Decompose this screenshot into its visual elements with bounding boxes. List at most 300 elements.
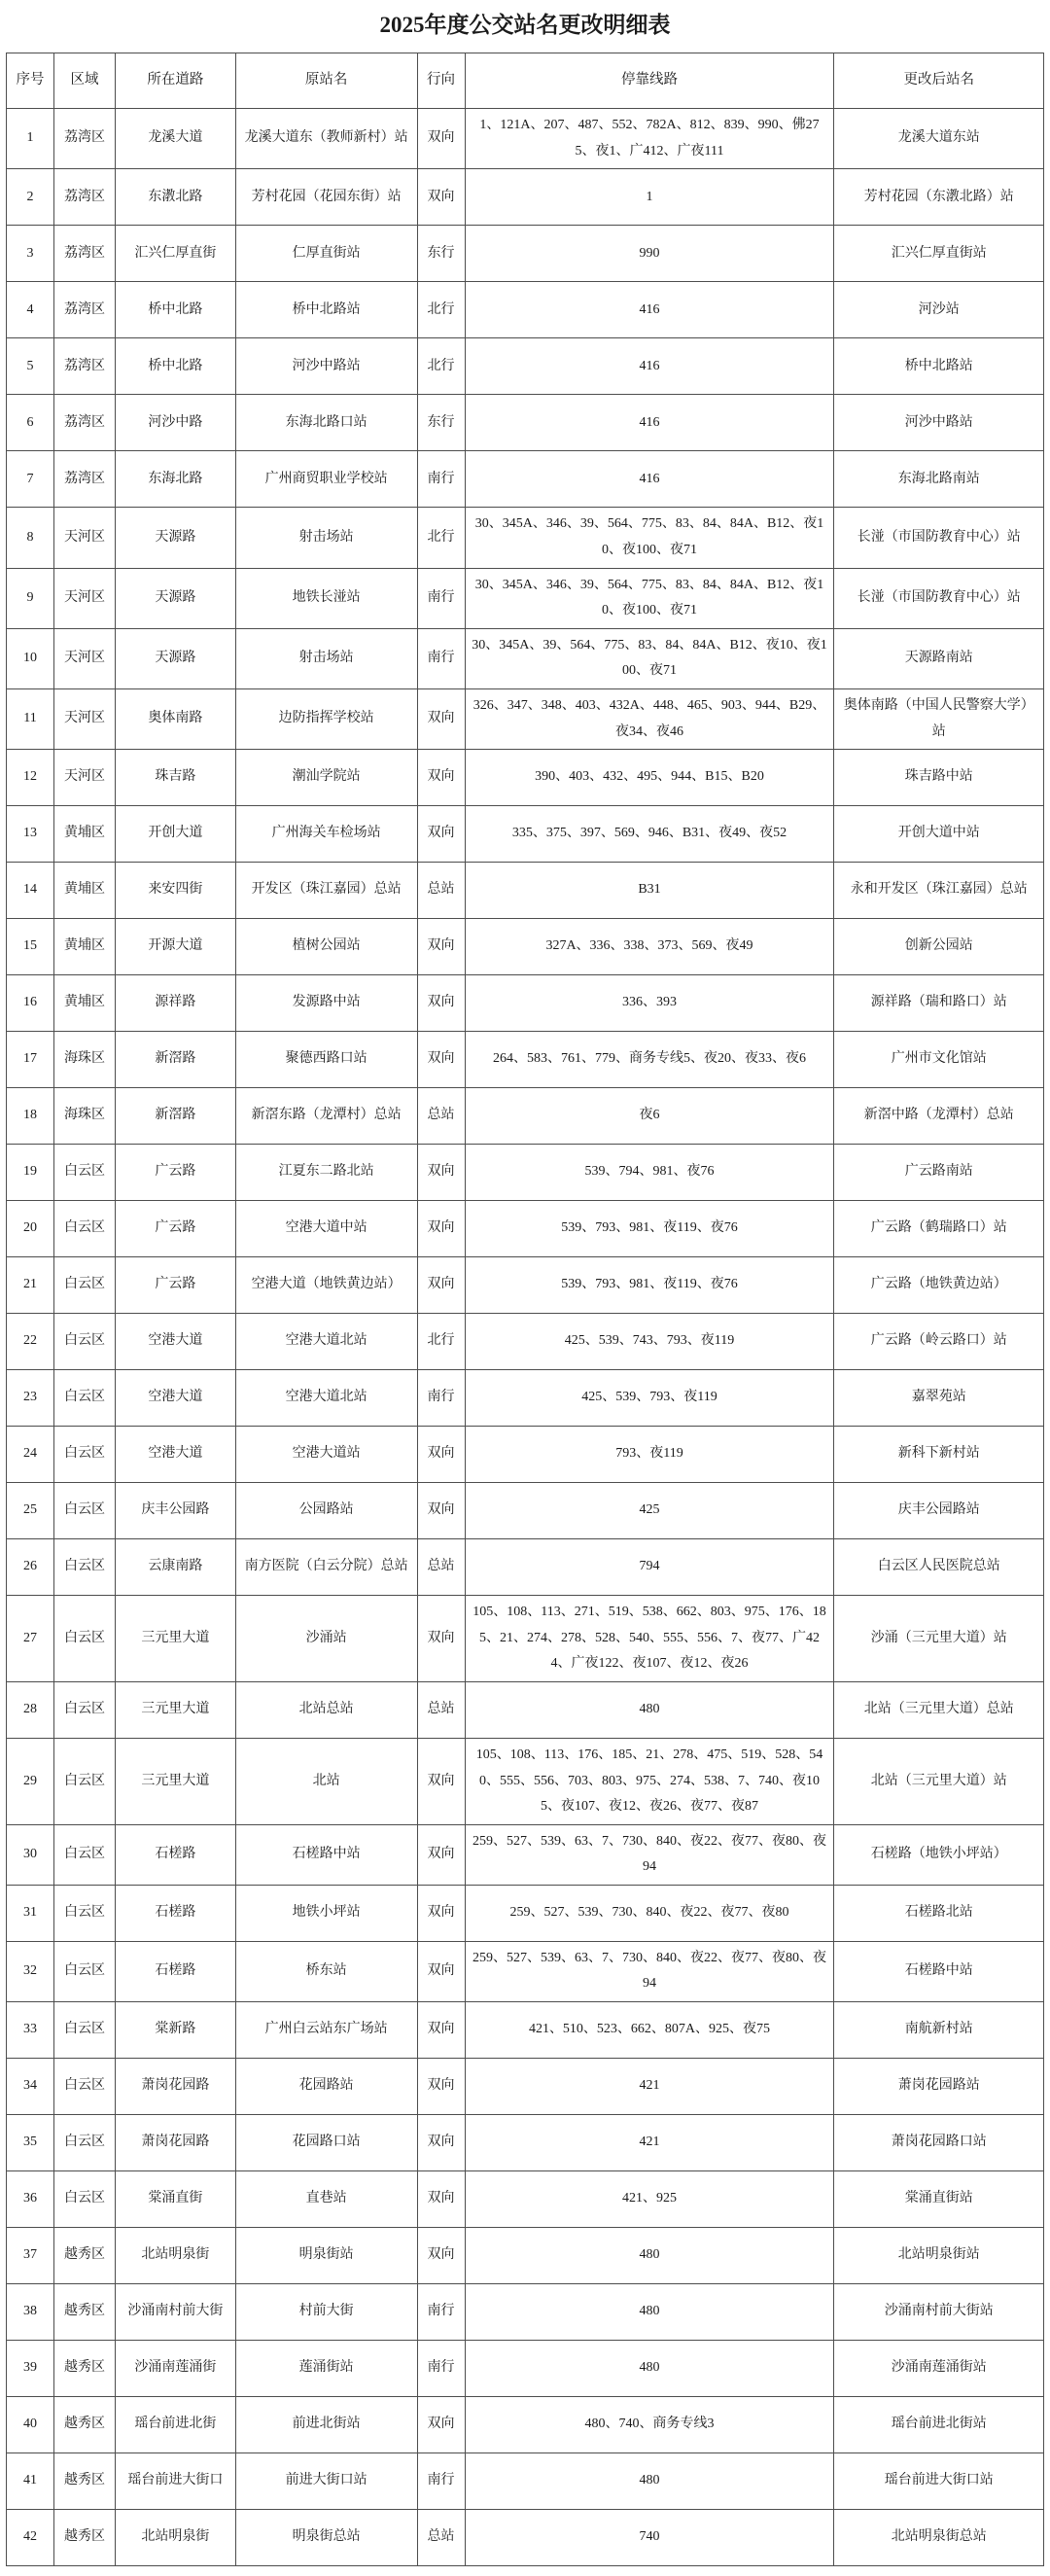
cell-district: 荔湾区 xyxy=(54,451,116,508)
cell-old-name: 桥中北路站 xyxy=(235,282,417,338)
cell-district: 白云区 xyxy=(54,1483,116,1539)
cell-direction: 双向 xyxy=(417,2115,465,2171)
cell-direction: 双向 xyxy=(417,1032,465,1088)
cell-serial: 42 xyxy=(7,2510,54,2566)
cell-routes: 480 xyxy=(465,2284,834,2341)
cell-old-name: 花园路口站 xyxy=(235,2115,417,2171)
cell-routes: 990 xyxy=(465,226,834,282)
cell-direction: 南行 xyxy=(417,2453,465,2510)
cell-new-name: 石槎路（地铁小坪站） xyxy=(834,1824,1044,1885)
table-row xyxy=(7,2510,1044,2566)
cell-road: 广云路 xyxy=(116,1145,236,1201)
table-row xyxy=(7,1314,1044,1370)
cell-new-name: 河沙站 xyxy=(834,282,1044,338)
cell-routes: 335、375、397、569、946、B31、夜49、夜52 xyxy=(465,806,834,863)
cell-district: 黄埔区 xyxy=(54,919,116,975)
cell-district: 越秀区 xyxy=(54,2510,116,2566)
cell-old-name: 龙溪大道东（教师新村）站 xyxy=(235,109,417,169)
cell-routes: 1、121A、207、487、552、782A、812、839、990、佛275、夜1、广412、广夜111 xyxy=(465,109,834,169)
cell-direction: 双向 xyxy=(417,1596,465,1682)
cell-new-name: 沙涌（三元里大道）站 xyxy=(834,1596,1044,1682)
table-row xyxy=(7,451,1044,508)
cell-serial: 16 xyxy=(7,975,54,1032)
cell-old-name: 花园路站 xyxy=(235,2059,417,2115)
cell-serial: 8 xyxy=(7,508,54,568)
cell-road: 开创大道 xyxy=(116,806,236,863)
cell-routes: 336、393 xyxy=(465,975,834,1032)
cell-district: 白云区 xyxy=(54,1370,116,1427)
cell-direction: 双向 xyxy=(417,1201,465,1257)
cell-serial: 7 xyxy=(7,451,54,508)
cell-new-name: 南航新村站 xyxy=(834,2002,1044,2059)
cell-district: 越秀区 xyxy=(54,2341,116,2397)
cell-new-name: 汇兴仁厚直街站 xyxy=(834,226,1044,282)
table-row xyxy=(7,2171,1044,2228)
cell-district: 天河区 xyxy=(54,750,116,806)
cell-routes: 416 xyxy=(465,282,834,338)
cell-routes: 480 xyxy=(465,2453,834,2510)
cell-old-name: 东海北路口站 xyxy=(235,395,417,451)
cell-serial: 27 xyxy=(7,1596,54,1682)
cell-road: 东海北路 xyxy=(116,451,236,508)
cell-new-name: 石槎路北站 xyxy=(834,1885,1044,1941)
table-row xyxy=(7,508,1044,568)
cell-routes: 259、527、539、63、7、730、840、夜22、夜77、夜80、夜94 xyxy=(465,1941,834,2001)
cell-new-name: 新滘中路（龙潭村）总站 xyxy=(834,1088,1044,1145)
cell-direction: 双向 xyxy=(417,1257,465,1314)
table-row xyxy=(7,2397,1044,2453)
table-body xyxy=(7,109,1044,2566)
cell-routes: 421、925 xyxy=(465,2171,834,2228)
table-row xyxy=(7,1539,1044,1596)
cell-serial: 28 xyxy=(7,1681,54,1738)
cell-serial: 40 xyxy=(7,2397,54,2453)
cell-old-name: 植树公园站 xyxy=(235,919,417,975)
cell-old-name: 明泉街站 xyxy=(235,2228,417,2284)
cell-serial: 9 xyxy=(7,568,54,628)
cell-district: 海珠区 xyxy=(54,1088,116,1145)
table-row xyxy=(7,338,1044,395)
table-row xyxy=(7,226,1044,282)
cell-new-name: 河沙中路站 xyxy=(834,395,1044,451)
table-row xyxy=(7,919,1044,975)
cell-serial: 31 xyxy=(7,1885,54,1941)
cell-road: 新滘路 xyxy=(116,1032,236,1088)
cell-old-name: 公园路站 xyxy=(235,1483,417,1539)
cell-direction: 总站 xyxy=(417,1088,465,1145)
cell-old-name: 广州商贸职业学校站 xyxy=(235,451,417,508)
cell-direction: 北行 xyxy=(417,338,465,395)
cell-routes: 259、527、539、730、840、夜22、夜77、夜80 xyxy=(465,1885,834,1941)
cell-direction: 双向 xyxy=(417,688,465,749)
cell-routes: 326、347、348、403、432A、448、465、903、944、B29、夜34、夜46 xyxy=(465,688,834,749)
table-row xyxy=(7,628,1044,688)
col-header-serial: 序号 xyxy=(7,53,54,109)
cell-direction: 双向 xyxy=(417,169,465,226)
cell-district: 白云区 xyxy=(54,1427,116,1483)
cell-serial: 41 xyxy=(7,2453,54,2510)
cell-serial: 22 xyxy=(7,1314,54,1370)
cell-district: 白云区 xyxy=(54,1145,116,1201)
cell-new-name: 沙涌南莲涌街站 xyxy=(834,2341,1044,2397)
cell-new-name: 广云路（岭云路口）站 xyxy=(834,1314,1044,1370)
cell-district: 海珠区 xyxy=(54,1032,116,1088)
cell-serial: 11 xyxy=(7,688,54,749)
cell-road: 瑶台前进北街 xyxy=(116,2397,236,2453)
cell-direction: 双向 xyxy=(417,806,465,863)
cell-new-name: 永和开发区（珠江嘉园）总站 xyxy=(834,863,1044,919)
table-row xyxy=(7,975,1044,1032)
cell-routes: 259、527、539、63、7、730、840、夜22、夜77、夜80、夜94 xyxy=(465,1824,834,1885)
table-row xyxy=(7,1941,1044,2001)
cell-new-name: 萧岗花园路站 xyxy=(834,2059,1044,2115)
cell-district: 白云区 xyxy=(54,1596,116,1682)
cell-road: 珠吉路 xyxy=(116,750,236,806)
cell-district: 白云区 xyxy=(54,1314,116,1370)
cell-direction: 总站 xyxy=(417,863,465,919)
cell-serial: 1 xyxy=(7,109,54,169)
cell-old-name: 桥东站 xyxy=(235,1941,417,2001)
cell-road: 源祥路 xyxy=(116,975,236,1032)
cell-district: 越秀区 xyxy=(54,2228,116,2284)
cell-direction: 北行 xyxy=(417,508,465,568)
cell-routes: 105、108、113、271、519、538、662、803、975、176、185、21、274、278、528、540、555、556、7、夜77、广424、广夜122、夜107、夜12、夜26 xyxy=(465,1596,834,1682)
cell-district: 黄埔区 xyxy=(54,975,116,1032)
cell-routes: 539、794、981、夜76 xyxy=(465,1145,834,1201)
cell-road: 石槎路 xyxy=(116,1885,236,1941)
cell-road: 沙涌南莲涌街 xyxy=(116,2341,236,2397)
cell-direction: 东行 xyxy=(417,226,465,282)
cell-district: 荔湾区 xyxy=(54,282,116,338)
cell-routes: 416 xyxy=(465,338,834,395)
col-header-routes: 停靠线路 xyxy=(465,53,834,109)
cell-district: 荔湾区 xyxy=(54,109,116,169)
cell-routes: 30、345A、346、39、564、775、83、84、84A、B12、夜10、夜100、夜71 xyxy=(465,508,834,568)
cell-district: 白云区 xyxy=(54,2059,116,2115)
cell-district: 荔湾区 xyxy=(54,338,116,395)
cell-district: 越秀区 xyxy=(54,2284,116,2341)
cell-old-name: 地铁长湴站 xyxy=(235,568,417,628)
cell-serial: 21 xyxy=(7,1257,54,1314)
cell-direction: 双向 xyxy=(417,2228,465,2284)
cell-direction: 北行 xyxy=(417,1314,465,1370)
cell-road: 天源路 xyxy=(116,568,236,628)
cell-serial: 3 xyxy=(7,226,54,282)
cell-old-name: 空港大道北站 xyxy=(235,1370,417,1427)
cell-direction: 南行 xyxy=(417,451,465,508)
table-row xyxy=(7,750,1044,806)
table-row xyxy=(7,1427,1044,1483)
cell-direction: 北行 xyxy=(417,282,465,338)
cell-old-name: 石槎路中站 xyxy=(235,1824,417,1885)
cell-routes: 425 xyxy=(465,1483,834,1539)
cell-direction: 双向 xyxy=(417,1941,465,2001)
cell-new-name: 北站明泉街站 xyxy=(834,2228,1044,2284)
cell-district: 越秀区 xyxy=(54,2453,116,2510)
cell-direction: 双向 xyxy=(417,1483,465,1539)
cell-new-name: 瑶台前进大街口站 xyxy=(834,2453,1044,2510)
cell-road: 广云路 xyxy=(116,1201,236,1257)
cell-road: 奥体南路 xyxy=(116,688,236,749)
cell-old-name: 空港大道北站 xyxy=(235,1314,417,1370)
col-header-road: 所在道路 xyxy=(116,53,236,109)
cell-old-name: 村前大街 xyxy=(235,2284,417,2341)
cell-road: 空港大道 xyxy=(116,1314,236,1370)
cell-routes: 390、403、432、495、944、B15、B20 xyxy=(465,750,834,806)
cell-road: 萧岗花园路 xyxy=(116,2115,236,2171)
station-rename-table xyxy=(6,53,1044,2566)
cell-road: 石槎路 xyxy=(116,1941,236,2001)
cell-district: 天河区 xyxy=(54,508,116,568)
table-row xyxy=(7,1681,1044,1738)
cell-old-name: 射击场站 xyxy=(235,628,417,688)
cell-road: 庆丰公园路 xyxy=(116,1483,236,1539)
cell-serial: 5 xyxy=(7,338,54,395)
cell-routes: 425、539、793、夜119 xyxy=(465,1370,834,1427)
cell-district: 越秀区 xyxy=(54,2397,116,2453)
col-header-district: 区域 xyxy=(54,53,116,109)
cell-serial: 37 xyxy=(7,2228,54,2284)
table-row xyxy=(7,1483,1044,1539)
cell-new-name: 广云路（地铁黄边站） xyxy=(834,1257,1044,1314)
cell-road: 瑶台前进大街口 xyxy=(116,2453,236,2510)
cell-direction: 双向 xyxy=(417,2002,465,2059)
table-row xyxy=(7,282,1044,338)
cell-direction: 双向 xyxy=(417,1427,465,1483)
cell-old-name: 空港大道中站 xyxy=(235,1201,417,1257)
cell-new-name: 瑶台前进北街站 xyxy=(834,2397,1044,2453)
cell-serial: 2 xyxy=(7,169,54,226)
cell-serial: 35 xyxy=(7,2115,54,2171)
cell-routes: 416 xyxy=(465,395,834,451)
table-row xyxy=(7,2228,1044,2284)
cell-new-name: 广州市文化馆站 xyxy=(834,1032,1044,1088)
cell-old-name: 莲涌街站 xyxy=(235,2341,417,2397)
cell-district: 白云区 xyxy=(54,1681,116,1738)
cell-direction: 南行 xyxy=(417,2284,465,2341)
cell-district: 白云区 xyxy=(54,1885,116,1941)
cell-old-name: 潮汕学院站 xyxy=(235,750,417,806)
cell-road: 石槎路 xyxy=(116,1824,236,1885)
col-header-old-name: 原站名 xyxy=(235,53,417,109)
cell-old-name: 空港大道（地铁黄边站） xyxy=(235,1257,417,1314)
cell-direction: 南行 xyxy=(417,1370,465,1427)
cell-district: 天河区 xyxy=(54,568,116,628)
cell-new-name: 创新公园站 xyxy=(834,919,1044,975)
cell-routes: 421 xyxy=(465,2115,834,2171)
cell-district: 白云区 xyxy=(54,2171,116,2228)
cell-routes: B31 xyxy=(465,863,834,919)
cell-routes: 105、108、113、176、185、21、278、475、519、528、540、555、556、703、803、975、274、538、7、740、夜105、夜107、夜12、夜26、夜77、夜87 xyxy=(465,1738,834,1824)
cell-direction: 总站 xyxy=(417,2510,465,2566)
table-row xyxy=(7,1145,1044,1201)
cell-road: 天源路 xyxy=(116,628,236,688)
cell-new-name: 白云区人民医院总站 xyxy=(834,1539,1044,1596)
cell-road: 棠新路 xyxy=(116,2002,236,2059)
cell-routes: 1 xyxy=(465,169,834,226)
cell-old-name: 聚德西路口站 xyxy=(235,1032,417,1088)
cell-district: 荔湾区 xyxy=(54,226,116,282)
cell-routes: 539、793、981、夜119、夜76 xyxy=(465,1201,834,1257)
cell-district: 白云区 xyxy=(54,2002,116,2059)
cell-direction: 双向 xyxy=(417,1738,465,1824)
cell-routes: 30、345A、39、564、775、83、84、84A、B12、夜10、夜100、夜71 xyxy=(465,628,834,688)
cell-old-name: 广州白云站东广场站 xyxy=(235,2002,417,2059)
cell-routes: 30、345A、346、39、564、775、83、84、84A、B12、夜10、夜100、夜71 xyxy=(465,568,834,628)
cell-serial: 36 xyxy=(7,2171,54,2228)
cell-old-name: 发源路中站 xyxy=(235,975,417,1032)
cell-direction: 双向 xyxy=(417,109,465,169)
cell-direction: 双向 xyxy=(417,1885,465,1941)
table-header-row xyxy=(7,53,1044,109)
cell-serial: 15 xyxy=(7,919,54,975)
cell-direction: 双向 xyxy=(417,2397,465,2453)
table-row xyxy=(7,2341,1044,2397)
cell-serial: 25 xyxy=(7,1483,54,1539)
cell-serial: 39 xyxy=(7,2341,54,2397)
cell-new-name: 东海北路南站 xyxy=(834,451,1044,508)
cell-serial: 30 xyxy=(7,1824,54,1885)
cell-road: 桥中北路 xyxy=(116,282,236,338)
cell-direction: 双向 xyxy=(417,2059,465,2115)
cell-serial: 24 xyxy=(7,1427,54,1483)
cell-new-name: 桥中北路站 xyxy=(834,338,1044,395)
cell-routes: 480 xyxy=(465,1681,834,1738)
cell-serial: 33 xyxy=(7,2002,54,2059)
table-row xyxy=(7,863,1044,919)
cell-routes: 421、510、523、662、807A、925、夜75 xyxy=(465,2002,834,2059)
cell-old-name: 河沙中路站 xyxy=(235,338,417,395)
cell-road: 天源路 xyxy=(116,508,236,568)
table-row xyxy=(7,1738,1044,1824)
cell-road: 汇兴仁厚直街 xyxy=(116,226,236,282)
cell-old-name: 广州海关车检场站 xyxy=(235,806,417,863)
table-row xyxy=(7,1032,1044,1088)
cell-road: 桥中北路 xyxy=(116,338,236,395)
cell-serial: 38 xyxy=(7,2284,54,2341)
cell-routes: 327A、336、338、373、569、夜49 xyxy=(465,919,834,975)
cell-new-name: 广云路南站 xyxy=(834,1145,1044,1201)
table-row xyxy=(7,2059,1044,2115)
cell-road: 空港大道 xyxy=(116,1370,236,1427)
cell-new-name: 庆丰公园路站 xyxy=(834,1483,1044,1539)
cell-old-name: 前进北街站 xyxy=(235,2397,417,2453)
cell-direction: 双向 xyxy=(417,919,465,975)
table-row xyxy=(7,1370,1044,1427)
cell-district: 白云区 xyxy=(54,1824,116,1885)
cell-serial: 23 xyxy=(7,1370,54,1427)
cell-direction: 南行 xyxy=(417,2341,465,2397)
table-row xyxy=(7,2002,1044,2059)
cell-new-name: 北站（三元里大道）总站 xyxy=(834,1681,1044,1738)
cell-road: 龙溪大道 xyxy=(116,109,236,169)
table-row xyxy=(7,1885,1044,1941)
cell-district: 荔湾区 xyxy=(54,395,116,451)
cell-new-name: 长湴（市国防教育中心）站 xyxy=(834,508,1044,568)
cell-road: 开源大道 xyxy=(116,919,236,975)
table-row xyxy=(7,395,1044,451)
cell-district: 黄埔区 xyxy=(54,806,116,863)
cell-old-name: 开发区（珠江嘉园）总站 xyxy=(235,863,417,919)
cell-routes: 421 xyxy=(465,2059,834,2115)
cell-old-name: 芳村花园（花园东街）站 xyxy=(235,169,417,226)
cell-serial: 18 xyxy=(7,1088,54,1145)
cell-routes: 793、夜119 xyxy=(465,1427,834,1483)
cell-direction: 双向 xyxy=(417,2171,465,2228)
cell-new-name: 龙溪大道东站 xyxy=(834,109,1044,169)
cell-old-name: 江夏东二路北站 xyxy=(235,1145,417,1201)
cell-routes: 539、793、981、夜119、夜76 xyxy=(465,1257,834,1314)
cell-road: 河沙中路 xyxy=(116,395,236,451)
cell-new-name: 石槎路中站 xyxy=(834,1941,1044,2001)
cell-new-name: 北站明泉街总站 xyxy=(834,2510,1044,2566)
cell-old-name: 北站 xyxy=(235,1738,417,1824)
cell-road: 北站明泉街 xyxy=(116,2510,236,2566)
cell-new-name: 广云路（鹤瑞路口）站 xyxy=(834,1201,1044,1257)
cell-routes: 480、740、商务专线3 xyxy=(465,2397,834,2453)
cell-road: 三元里大道 xyxy=(116,1738,236,1824)
cell-district: 白云区 xyxy=(54,2115,116,2171)
cell-direction: 东行 xyxy=(417,395,465,451)
cell-road: 云康南路 xyxy=(116,1539,236,1596)
cell-road: 北站明泉街 xyxy=(116,2228,236,2284)
cell-road: 东漖北路 xyxy=(116,169,236,226)
cell-old-name: 北站总站 xyxy=(235,1681,417,1738)
cell-old-name: 南方医院（白云分院）总站 xyxy=(235,1539,417,1596)
cell-district: 白云区 xyxy=(54,1539,116,1596)
cell-district: 白云区 xyxy=(54,1738,116,1824)
cell-road: 新滘路 xyxy=(116,1088,236,1145)
cell-serial: 20 xyxy=(7,1201,54,1257)
cell-district: 白云区 xyxy=(54,1257,116,1314)
table-row xyxy=(7,1257,1044,1314)
cell-new-name: 芳村花园（东漖北路）站 xyxy=(834,169,1044,226)
cell-direction: 双向 xyxy=(417,750,465,806)
table-row xyxy=(7,688,1044,749)
table-row xyxy=(7,2115,1044,2171)
table-row xyxy=(7,806,1044,863)
table-row xyxy=(7,1596,1044,1682)
cell-serial: 6 xyxy=(7,395,54,451)
cell-serial: 10 xyxy=(7,628,54,688)
cell-serial: 29 xyxy=(7,1738,54,1824)
cell-new-name: 珠吉路中站 xyxy=(834,750,1044,806)
cell-routes: 264、583、761、779、商务专线5、夜20、夜33、夜6 xyxy=(465,1032,834,1088)
cell-road: 来安四街 xyxy=(116,863,236,919)
table-row xyxy=(7,568,1044,628)
page-title: 2025年度公交站名更改明细表 xyxy=(379,13,671,37)
cell-new-name: 长湴（市国防教育中心）站 xyxy=(834,568,1044,628)
cell-old-name: 射击场站 xyxy=(235,508,417,568)
cell-road: 广云路 xyxy=(116,1257,236,1314)
cell-road: 三元里大道 xyxy=(116,1681,236,1738)
cell-direction: 总站 xyxy=(417,1539,465,1596)
cell-district: 天河区 xyxy=(54,688,116,749)
col-header-direction: 行向 xyxy=(417,53,465,109)
table-row xyxy=(7,169,1044,226)
cell-old-name: 新滘东路（龙潭村）总站 xyxy=(235,1088,417,1145)
cell-district: 黄埔区 xyxy=(54,863,116,919)
cell-road: 萧岗花园路 xyxy=(116,2059,236,2115)
cell-new-name: 嘉翠苑站 xyxy=(834,1370,1044,1427)
cell-new-name: 沙涌南村前大街站 xyxy=(834,2284,1044,2341)
cell-old-name: 仁厚直街站 xyxy=(235,226,417,282)
cell-old-name: 边防指挥学校站 xyxy=(235,688,417,749)
cell-road: 三元里大道 xyxy=(116,1596,236,1682)
cell-direction: 南行 xyxy=(417,628,465,688)
cell-serial: 17 xyxy=(7,1032,54,1088)
cell-old-name: 前进大街口站 xyxy=(235,2453,417,2510)
